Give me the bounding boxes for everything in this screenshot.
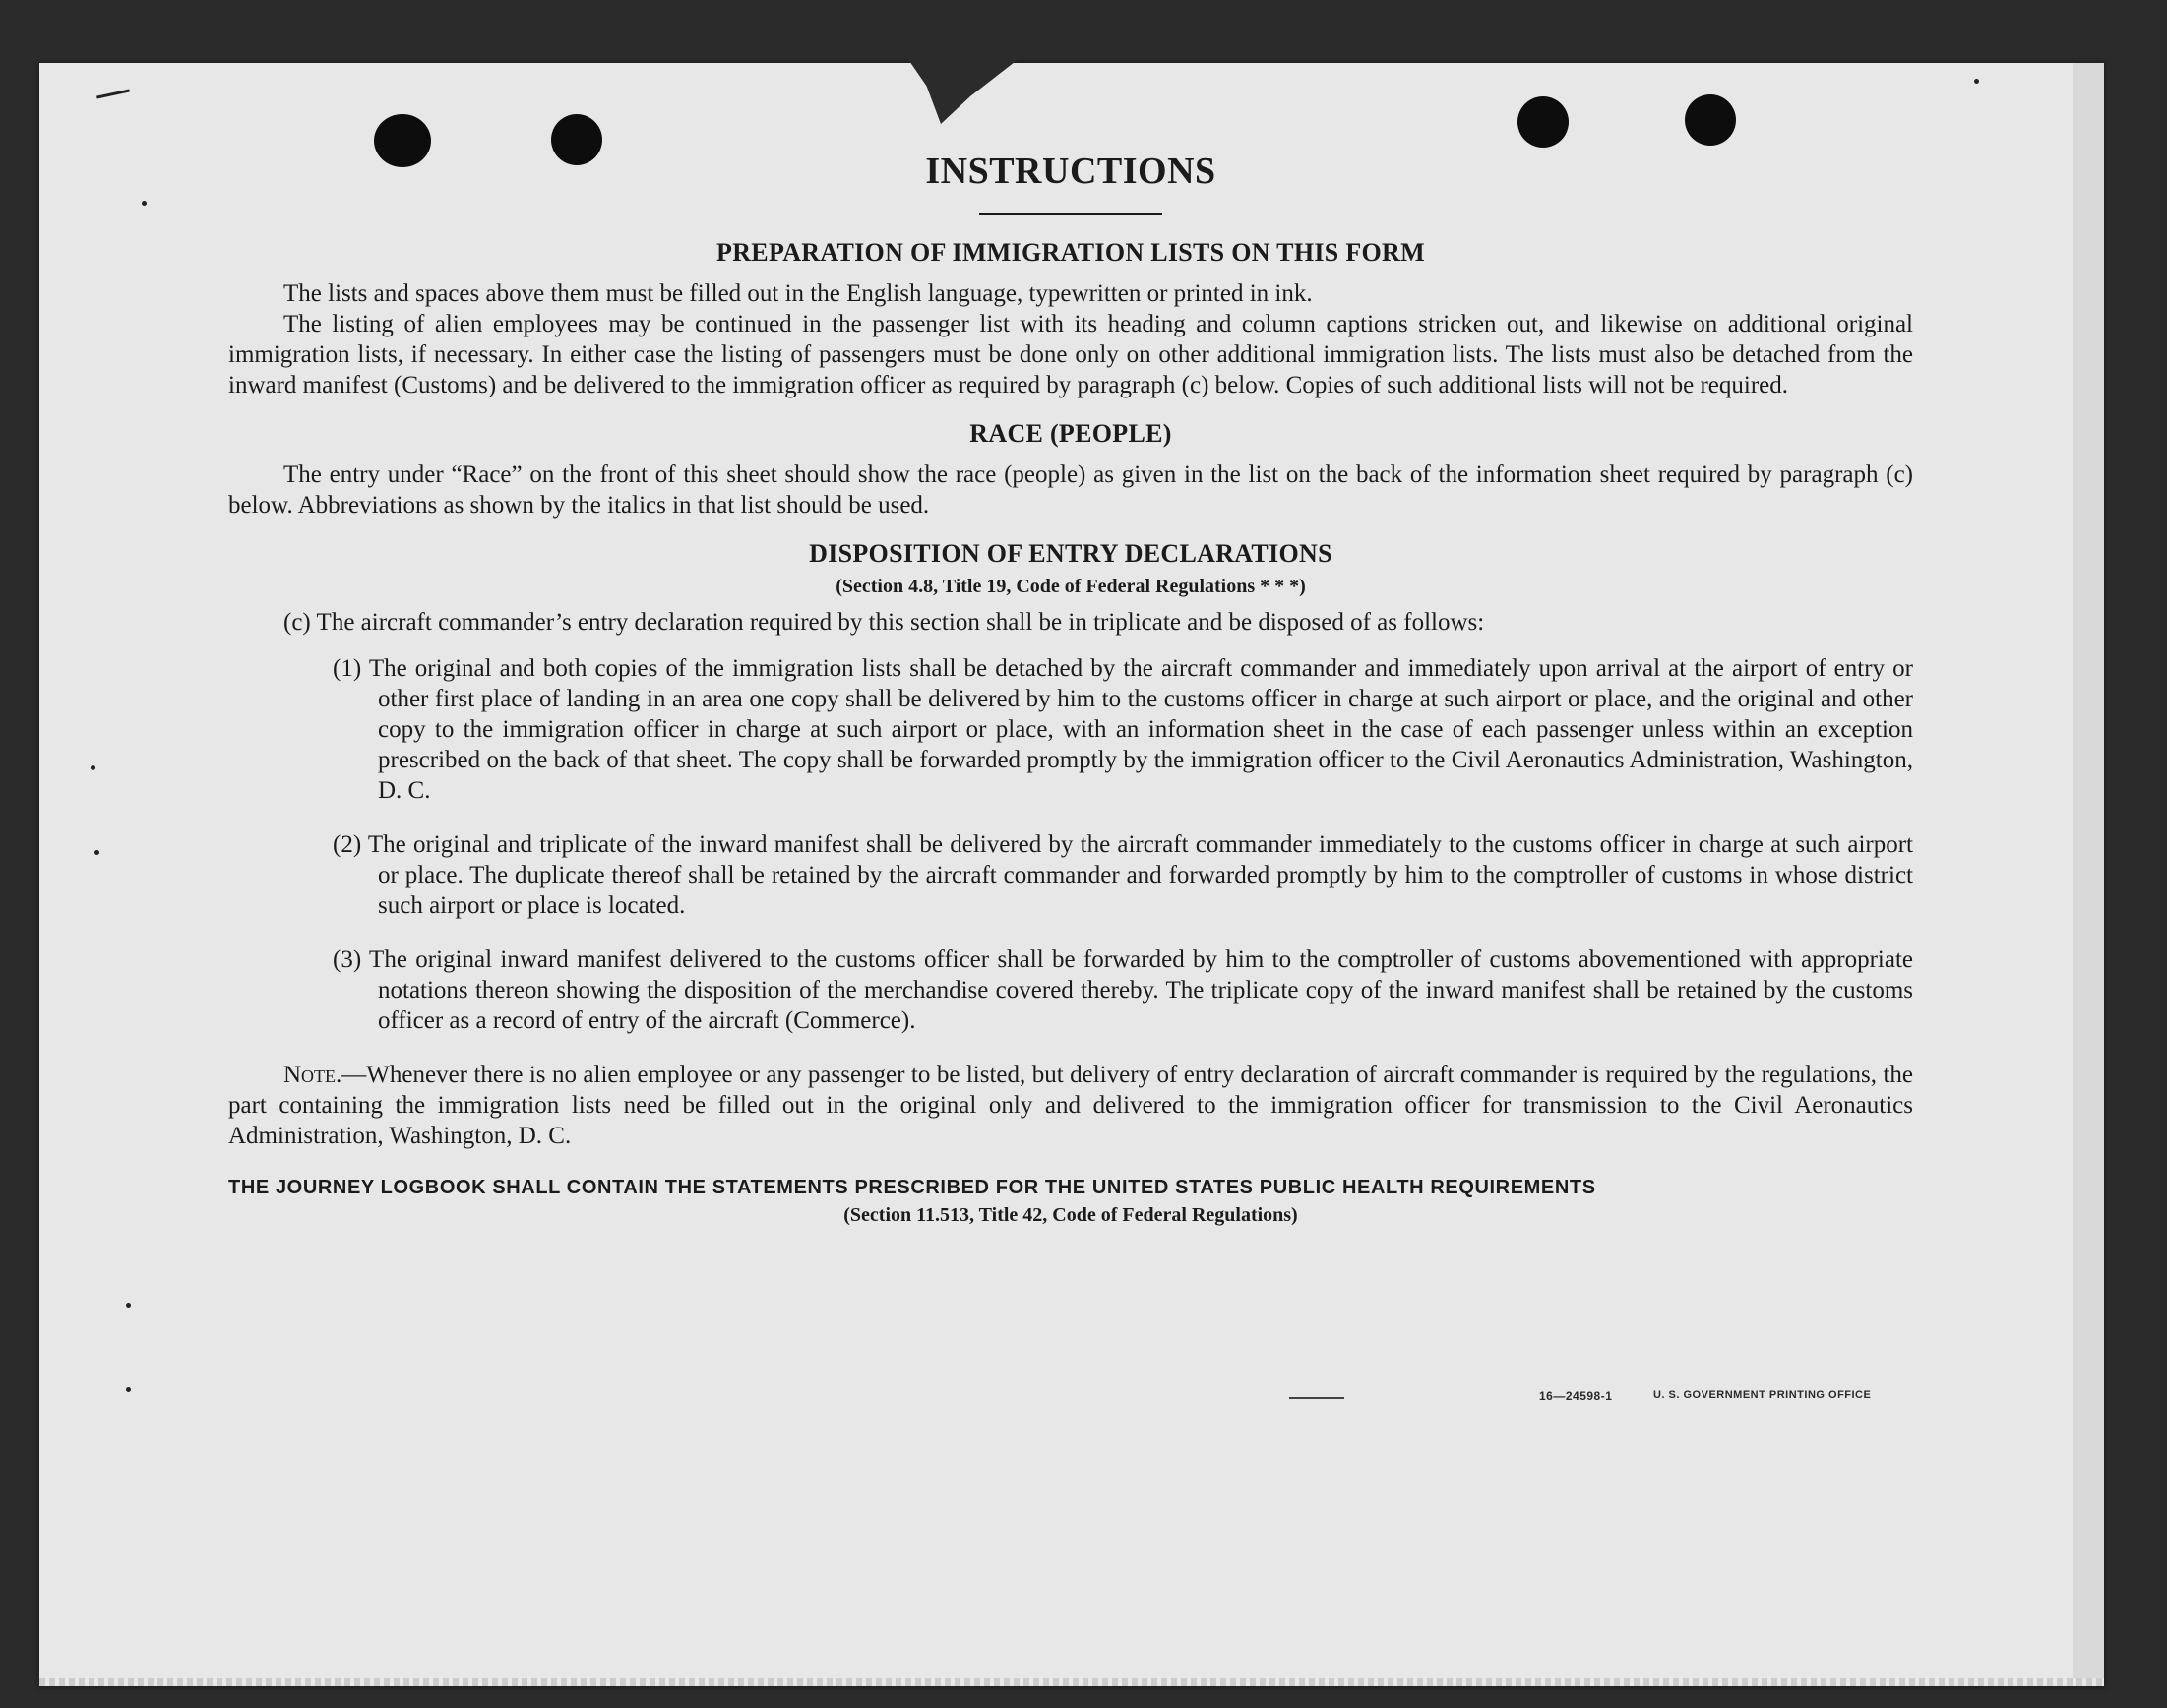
- speck: [126, 1303, 131, 1308]
- note-text: —Whenever there is no alien employee or any passenger to be listed, but delivery of entry declaration of aircraft commander is required by the regulations, the part containing the immigration lists need be filled out in the original only and delivered to the immigration officer for transmission to the Civil Aeronautics Administration, Washington, D. C.: [228, 1062, 1913, 1149]
- list-item: (2) The original and triplicate of the inward manifest shall be delivered by the aircraft commander immediately to the customs officer in charge at such airport or place. The duplicate thereof shall be retained by the aircraft commander and forwarded promptly by him to the comptroller of customs in whose district such airport or place is located.: [333, 831, 1913, 919]
- paragraph: The lists and spaces above them must be filled out in the English language, typewritten or printed in ink.: [283, 280, 1313, 307]
- speck: [91, 765, 95, 770]
- note-paragraph: [228, 1060, 1913, 1151]
- speck: [142, 201, 147, 206]
- printer-imprint: U. S. GOVERNMENT PRINTING OFFICE: [1653, 1389, 1872, 1401]
- paragraph: The entry under “Race” on the front of this sheet should show the race (people) as given in the list on the back of the information sheet required by paragraph (c) below. Abbreviations as shown by the italics in that list should be used.: [228, 461, 1913, 518]
- clause-c: (c) The aircraft commander’s entry declaration required by this section shall be in triplicate and be disposed of as follows:: [283, 609, 1485, 636]
- list-item: (1) The original and both copies of the immigration lists shall be detached by the aircraft commander and immediately upon arrival at the airport of entry or other first place of landing in an area one copy shall be delivered by him to the customs officer in charge at such airport or place, and the original and other copy to the immigration officer in charge at such airport or place, with an information sheet in the case of each passenger unless within an exception prescribed on the back of that sheet. The copy shall be forwarded promptly by the immigration officer to the Civil Aeronautics Administration, Washington, D. C.: [333, 655, 1913, 804]
- pencil-mark: [96, 89, 130, 98]
- section-heading-preparation: PREPARATION OF IMMIGRATION LISTS ON THIS FORM: [716, 238, 1425, 267]
- torn-corner: [905, 55, 1023, 124]
- disposition-items: [228, 653, 1913, 1036]
- paragraph: The listing of alien employees may be continued in the passenger list with its heading and column captions stricken out, and likewise on additional original immigration lists, if necessary. In either case the listing of passengers must be done only on other additional immigration lists. The lists must also be detached from the inward manifest (Customs) and be delivered to the immigration officer as required by paragraph (c) below. Copies of such additional lists will not be required.: [228, 311, 1913, 398]
- page-title: INSTRUCTIONS: [925, 151, 1216, 192]
- speck: [94, 850, 99, 855]
- health-citation: (Section 11.513, Title 42, Code of Federal Regulations): [843, 1204, 1298, 1226]
- sheet-edge: [2073, 63, 2104, 1686]
- instructions-content: [228, 138, 1913, 1228]
- section-heading-disposition: DISPOSITION OF ENTRY DECLARATIONS: [809, 539, 1332, 568]
- section-citation: (Section 4.8, Title 19, Code of Federal Regulations * * *): [836, 576, 1306, 597]
- speck: [1974, 79, 1979, 84]
- speck: [126, 1387, 131, 1392]
- section-heading-race: RACE (PEOPLE): [969, 419, 1172, 448]
- dash-mark: [1289, 1397, 1344, 1399]
- title-rule: [979, 213, 1162, 215]
- list-item: (3) The original inward manifest delivered to the customs officer shall be forwarded by him to the comptroller of customs abovementioned with appropriate notations thereon showing the disposition of the merchandise covered thereby. The triplicate copy of the inward manifest shall be retained by the customs officer as a record of entry of the aircraft (Commerce).: [333, 946, 1913, 1034]
- form-code: 16—24598-1: [1539, 1389, 1613, 1403]
- perforated-edge: [39, 1678, 2104, 1686]
- health-statement: THE JOURNEY LOGBOOK SHALL CONTAIN THE STATEMENTS PRESCRIBED FOR THE UNITED STATES PUBLIC HEALTH REQUIREMENTS: [228, 1177, 1596, 1198]
- note-lead: Note.: [283, 1062, 342, 1088]
